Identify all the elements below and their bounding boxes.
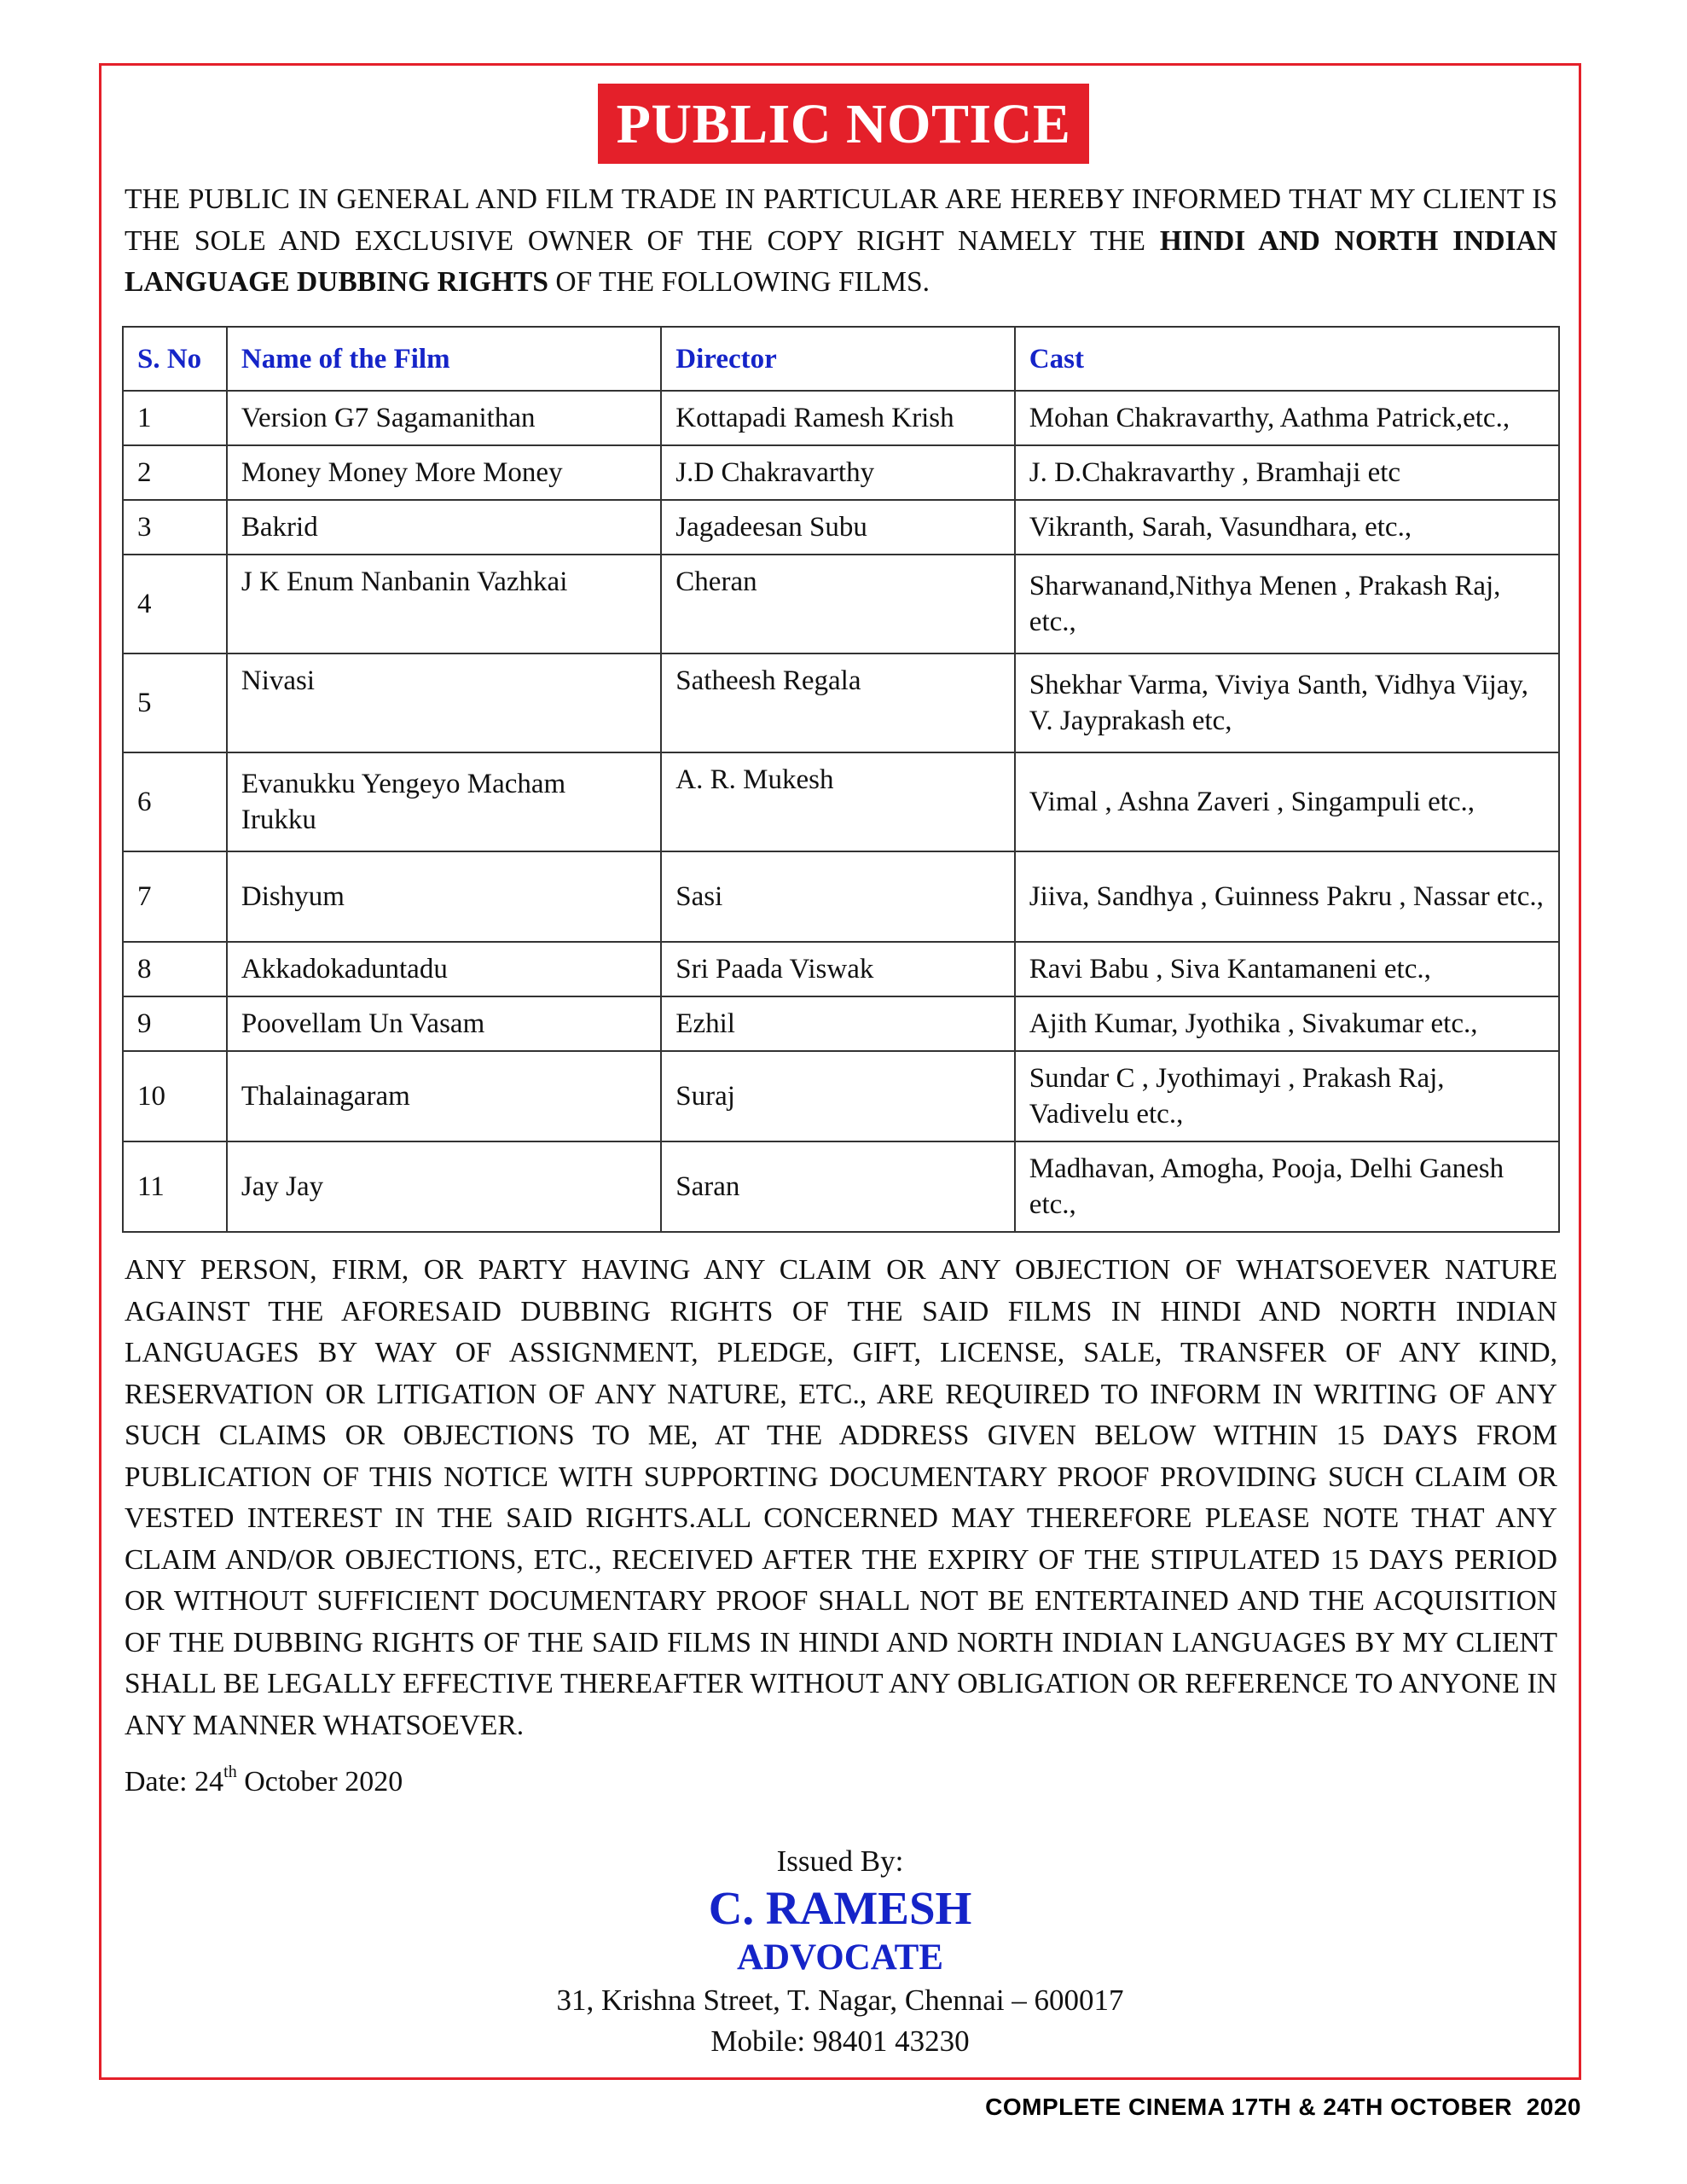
notice-date [125, 1764, 403, 1800]
cell-director: J.D Chakravarthy [661, 445, 1015, 500]
cell-cast: Mohan Chakravarthy, Aathma Patrick,etc., [1015, 391, 1559, 445]
cell-film-name: Jay Jay [227, 1141, 661, 1232]
table-header-row [123, 327, 1559, 391]
cell-cast: Vikranth, Sarah, Vasundhara, etc., [1015, 500, 1559, 555]
cell-sno: 3 [123, 500, 227, 555]
cell-director: Cheran [661, 555, 1015, 653]
table-row [123, 391, 1559, 445]
cell-film-name: Poovellam Un Vasam [227, 996, 661, 1051]
cell-director: Jagadeesan Subu [661, 500, 1015, 555]
cell-cast: Jiiva, Sandhya , Guinness Pakru , Nassar etc., [1015, 851, 1559, 942]
cell-film-name: Version G7 Sagamanithan [227, 391, 661, 445]
cell-cast: Ravi Babu , Siva Kantamaneni etc., [1015, 942, 1559, 996]
cell-director: Satheesh Regala [661, 653, 1015, 752]
issuer-name: C. RAMESH [708, 1882, 972, 1934]
table-row [123, 851, 1559, 942]
cell-cast: Madhavan, Amogha, Pooja, Delhi Ganesh etc., [1015, 1141, 1559, 1232]
issuer-address: 31, Krishna Street, T. Nagar, Chennai – 600017 [556, 1984, 1124, 2017]
objection-paragraph: ANY PERSON, FIRM, OR PARTY HAVING ANY CLAIM OR ANY OBJECTION OF WHATSOEVER NATURE AGAINST THE AFORESAID DUBBING RIGHTS OF THE SAID FILMS IN HINDI AND NORTH INDIAN LANGUAGES BY WAY OF ASSIGNMENT, PLEDGE, GIFT, LICENSE, SALE, TRANSFER OF ANY KIND, RESERVATION OR LITIGATION OF ANY NATURE, ETC., ARE REQUIRED TO INFORM IN WRITING OF ANY SUCH CLAIMS OR OBJECTIONS TO ME, AT THE ADDRESS GIVEN BELOW WITHIN 15 DAYS FROM PUBLICATION OF THIS NOTICE WITH SUPPORTING DOCUMENTARY PROOF PROVIDING SUCH CLAIM OR VESTED INTEREST IN THE SAID RIGHTS.ALL CONCERNED MAY THEREFORE PLEASE NOTE THAT ANY CLAIM AND/OR OBJECTIONS, ETC., RECEIVED AFTER THE EXPIRY OF THE STIPULATED 15 DAYS PERIOD OR WITHOUT SUFFICIENT DOCUMENTARY PROOF SHALL NOT BE ENTERTAINED AND THE ACQUISITION OF THE DUBBING RIGHTS OF THE SAID FILMS IN HINDI AND NORTH INDIAN LANGUAGES BY MY CLIENT SHALL BE LEGALLY EFFECTIVE THEREAFTER WITHOUT ANY OBLIGATION OR REFERENCE TO ANYONE IN ANY MANNER WHATSOEVER. [125, 1254, 1557, 1741]
header-director: Director [661, 327, 1015, 391]
cell-sno: 1 [123, 391, 227, 445]
cell-film-name: Dishyum [227, 851, 661, 942]
cell-sno: 7 [123, 851, 227, 942]
cell-sno: 2 [123, 445, 227, 500]
cell-director: Sasi [661, 851, 1015, 942]
cell-sno: 11 [123, 1141, 227, 1232]
date-prefix: Date: 24 [125, 1766, 224, 1798]
header-film-name: Name of the Film [227, 327, 661, 391]
cell-film-name: J K Enum Nanbanin Vazhkai [227, 555, 661, 653]
cell-sno: 10 [123, 1051, 227, 1141]
cell-director: A. R. Mukesh [661, 752, 1015, 851]
intro-text-start: THE PUBLIC IN GENERAL AND FILM TRADE IN PARTICULAR ARE HEREBY INFORMED THAT MY CLIENT IS THE SOLE AND EXCLUSIVE OWNER OF THE COPY RIGHT NAMELY THE [125, 183, 1557, 257]
cell-cast: Shekhar Varma, Viviya Santh, Vidhya Vijay, V. Jayprakash etc, [1015, 653, 1559, 752]
cell-director: Saran [661, 1141, 1015, 1232]
publication-footer: COMPLETE CINEMA 17TH & 24TH OCTOBER 2020 [985, 2094, 1581, 2120]
cell-film-name: Akkadokaduntadu [227, 942, 661, 996]
cell-film-name: Money Money More Money [227, 445, 661, 500]
table-row [123, 1141, 1559, 1232]
cell-film-name: Thalainagaram [227, 1051, 661, 1141]
cell-sno: 9 [123, 996, 227, 1051]
films-table [122, 326, 1560, 1233]
intro-text-end: OF THE FOLLOWING FILMS. [548, 266, 930, 298]
issuer-mobile: Mobile: 98401 43230 [710, 2024, 970, 2058]
cell-sno: 4 [123, 555, 227, 653]
title-banner [0, 84, 1687, 164]
notice-title: PUBLIC NOTICE [598, 84, 1090, 164]
cell-film-name: Nivasi [227, 653, 661, 752]
table-row [123, 445, 1559, 500]
cell-cast: J. D.Chakravarthy , Bramhaji etc [1015, 445, 1559, 500]
table-row [123, 653, 1559, 752]
date-suffix: October 2020 [236, 1766, 403, 1798]
cell-sno: 5 [123, 653, 227, 752]
intro-rights-highlight: HINDI AND NORTH INDIAN LANGUAGE DUBBING RIGHTS [125, 224, 1557, 298]
cell-cast: Sundar C , Jyothimayi , Prakash Raj, Vadivelu etc., [1015, 1051, 1559, 1141]
cell-film-name: Bakrid [227, 500, 661, 555]
cell-director: Sri Paada Viswak [661, 942, 1015, 996]
cell-cast: Ajith Kumar, Jyothika , Sivakumar etc., [1015, 996, 1559, 1051]
cell-cast: Vimal , Ashna Zaveri , Singampuli etc., [1015, 752, 1559, 851]
cell-sno: 6 [123, 752, 227, 851]
cell-director: Suraj [661, 1051, 1015, 1141]
table-row [123, 942, 1559, 996]
issued-by-label: Issued By: [776, 1844, 904, 1878]
cell-sno: 8 [123, 942, 227, 996]
cell-film-name: Evanukku Yengeyo Macham Irukku [227, 752, 661, 851]
cell-director: Ezhil [661, 996, 1015, 1051]
table-row [123, 500, 1559, 555]
table-row [123, 752, 1559, 851]
header-cast: Cast [1015, 327, 1559, 391]
issuer-title: ADVOCATE [736, 1937, 944, 1978]
cell-director: Kottapadi Ramesh Krish [661, 391, 1015, 445]
table-row [123, 1051, 1559, 1141]
table-row [123, 996, 1559, 1051]
intro-paragraph [125, 179, 1557, 304]
header-sno: S. No [123, 327, 227, 391]
date-ordinal: th [223, 1763, 237, 1781]
cell-cast: Sharwanand,Nithya Menen , Prakash Raj, etc., [1015, 555, 1559, 653]
table-row [123, 555, 1559, 653]
